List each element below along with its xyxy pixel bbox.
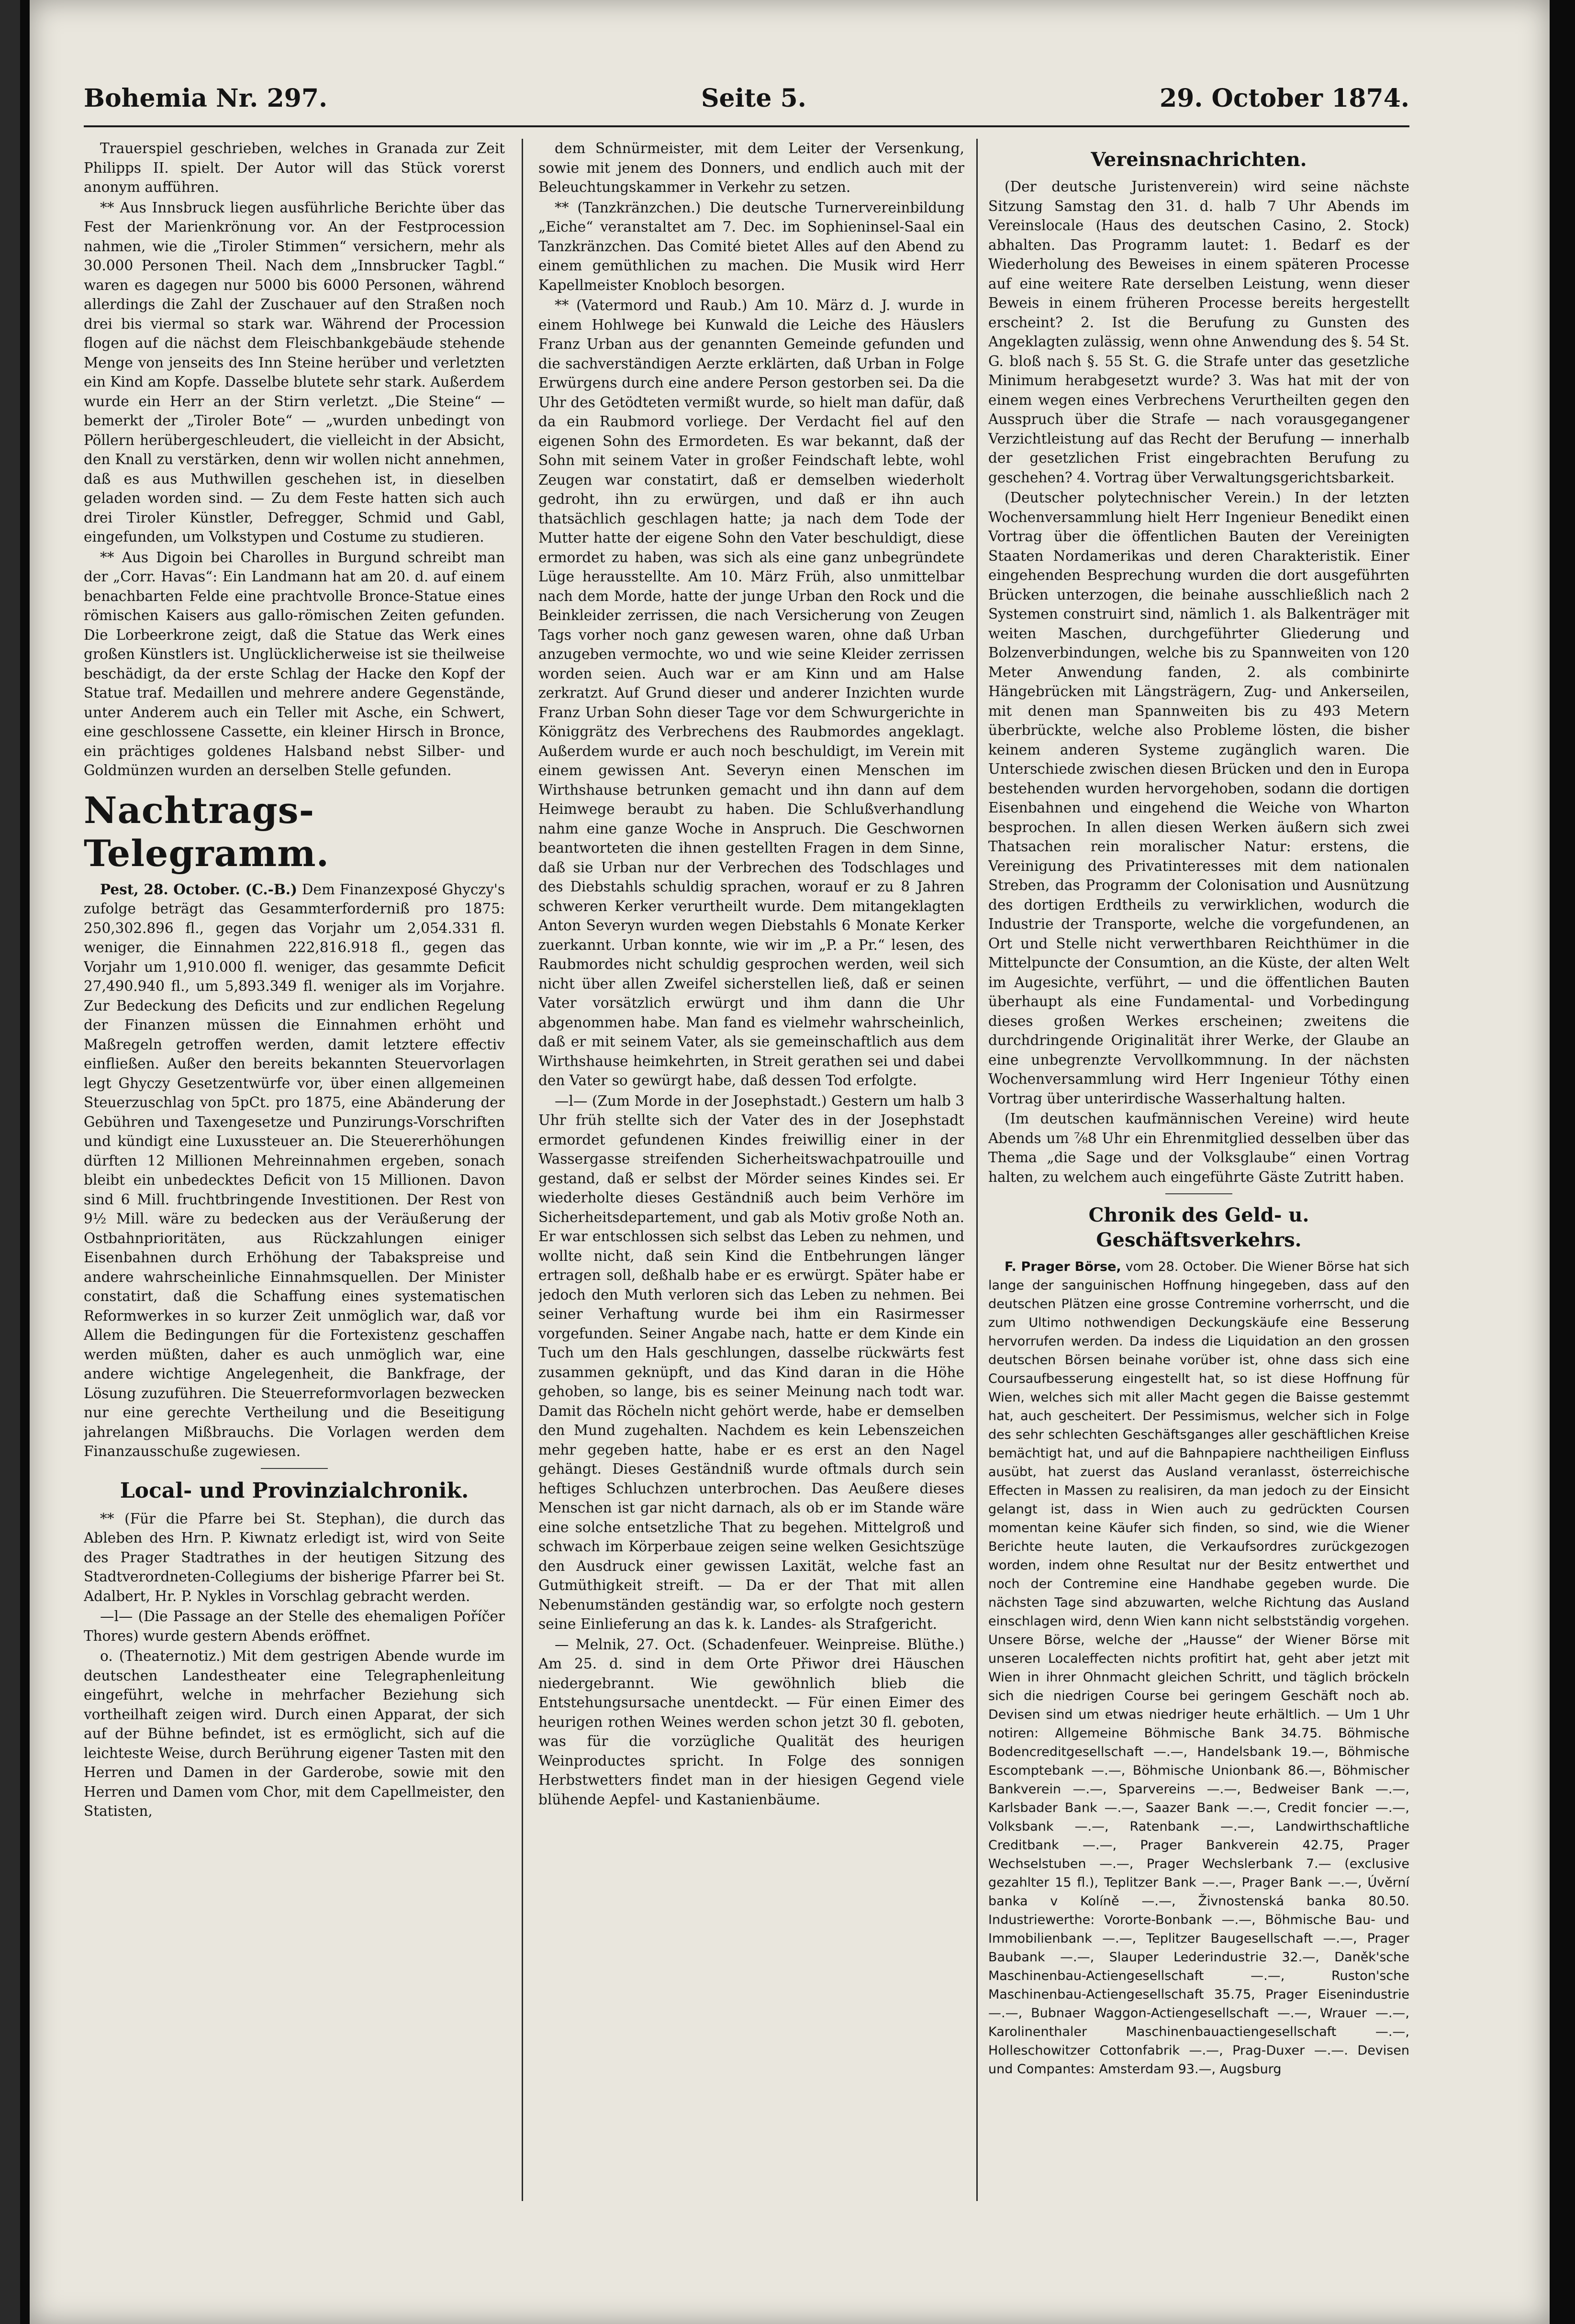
section-separator <box>1165 1193 1232 1194</box>
article-tanzkraenzchen: ** (Tanzkränzchen.) Die deutsche Turnervereinbildung „Eiche“ veranstaltet am 7. Dec. im Sophieninsel-Saal ein Tanzkränzchen. Das Comité bietet Alles auf den Abend zu einem gemüthlichen zu machen. Die Musik wird Herr Kapellmeister Knobloch besorgen. <box>538 199 964 293</box>
article-polytechnischer-verein: (Deutscher polytechnischer Verein.) In der letzten Wochenversammlung hielt Herr Ingenieur Benedikt einen Vortrag über die öffentlichen Bauten der Vereinigten Staaten Nordamerikas und deren Charakteristik. Einer eingehenden Besprechung wurden die dort ausgeführten Brücken unterzogen, die beinahe ausschließlich nach 2 Systemen construirt sind, nämlich 1. als Balkenträger mit weiten Maschen, durchgeführter Gliederung und Bolzenverbindungen, welche bis zu Spannweiten von 120 Meter Anwendung fanden, 2. als combinirte Hängebrücken mit Längsträgern, Zug- und Ankerseilen, mit denen man Spannweiten bis zu 493 Metern überbrückte, welche also Probleme lösten, die bisher keinem anderen Systeme zugänglich waren. Die Unterschiede zwischen diesen Brücken und den in Europa bestehenden wurden hervorgehoben, sodann die dortigen Eisenbahnen und eingehend die Weiche von Wharton besprochen. In allen diesen Werken äußern sich zwei Thatsachen rein moralischer Natur: erstens, die Vereinigung des Privatinteresses mit dem nationalen Streben, das Programm der Colonisation und Ausnützung des dortigen Erdtheils zu verwirklichen, wodurch die Industrie der Transporte, welche die vorgefundenen, an Ort und Stelle nicht verwerthbaren Reichthümer in die Mittelpuncte der Consumtion, an die Küste, der alten Welt im Augesichte, verführt, — und die öffentlichen Bauten überhaupt als eine Fundamental- und Vorbedingung dieses großen Werkes erscheinen; zweitens die durchdringende Originalität ihrer Werke, der Glaube an eine unbegrenzte Vervollkommnung. In der nächsten Wochenversammlung wird Herr Ingenieur Tóthy einen Vortrag über unterirdische Wasserhaltung halten. <box>988 489 1409 1107</box>
article-josephstadt: —l— (Zum Morde in der Josephstadt.) Gestern um halb 3 Uhr früh stellte sich der Vater des in der Josephstadt ermordet gefundenen Kindes freiwillig einer in der Wassergasse streifenden Sicherheitswachpatrouille und gestand, daß er selbst der Mörder seines Kindes sei. Er wiederholte dieses Geständniß auch beim Verhöre im Sicherheitsdepartement, und gab als Motiv große Noth an. Er war entschlossen sich selbst das Leben zu nehmen, und wollte nicht, daß sein Kind die Entbehrungen länger ertragen soll, deßhalb habe er es erwürgt. Später habe er jedoch den Muth verloren sich das Leben zu nehmen. Bei seiner Verhaftung wurde bei ihm ein Rasirmesser vorgefunden. Seiner Angabe nach, hatte er dem Kinde ein Tuch um den Hals geschlungen, dasselbe rückwärts fest zusammen geknüpft, und das Kind daran in die Höhe gehoben, so lange, bis es seiner Meinung nach todt war. Damit das Röcheln nicht gehört werde, habe er demselben den Mund zugehalten. Nachdem es kein Lebenszeichen mehr gegeben hatte, habe er es erst an den Nagel gehängt. Dieses Geständniß wurde oftmals durch sein heftiges Schluchzen unterbrochen. Das Aeußere dieses Menschen ist gar nicht darnach, als ob er im Stande wäre eine solche entsetzliche That zu begehen. Mittelgroß und schwach im Körperbaue zeigen seine welken Gesichtszüge den Ausdruck einer gewissen Laxität, welche fast an Gutmüthigkeit streift. — Da er der That mit allen Nebenumständen geständig war, so erfolgte noch gestern seine Einlieferung an das k. k. Landes- als Strafgericht. <box>538 1092 964 1632</box>
article-theaternotiz: o. (Theaternotiz.) Mit dem gestrigen Abende wurde im deutschen Landestheater eine Telegraphenleitung eingeführt, welche in mehrfacher Beziehung sich vortheilhaft zeigen wird. Durch einen Apparat, der sich auf der Bühne befindet, ist es ermöglicht, sich auf die leichteste Weise, durch Berührung eigener Tasten mit den Herren und Damen in der Garderobe, sowie mit den Herren und Damen vom Chor, mit dem Capellmeister, den Statisten, <box>84 1648 505 1819</box>
telegram-article <box>84 880 505 1461</box>
column-3 <box>988 139 1409 2282</box>
article-prager-boerse <box>988 1257 1409 2079</box>
masthead <box>84 84 1409 122</box>
boerse-dateline: F. Prager Börse, <box>1005 1259 1121 1274</box>
article-pfarre: ** (Für die Pfarre bei St. Stephan), die durch das Ableben des Hrn. P. Kiwnatz erledigt ist, wird von Seite des Prager Stadtrathes in der heutigen Sitzung des Stadtverordneten-Collegiums der bisherige Pfarrer bei St. Adalbert, Hr. P. Nykles in Vorschlag gebracht werden. <box>84 1510 505 1604</box>
article-juristenverein: (Der deutsche Juristenverein) wird seine nächste Sitzung Samstag den 31. d. halb 7 Uhr Abends im Vereinslocale (Haus des deutschen Casino, 2. Stock) abhalten. Das Programm lautet: 1. Bedarf es der Wiederholung des Beweises in einem späteren Processe auf eine weitere Rate derselben Leistung, wenn dieser Beweis in einem früheren Processe bereits hergestellt erscheint? 2. Ist die Berufung zu Gunsten des Angeklagten zulässig, wenn ohne Anwendung des §. 54 St. G. bloß nach §. 55 St. G. die Strafe unter das gesetzliche Minimum herabgesetzt wurde? 3. Was hat mit der von einem wegen eines Verbrechens Verurtheilten gegen den Ausspruch über die Strafe — nach vorausgegangener Verzichtleistung auf das Recht der Berufung — innerhalb der gesetzlichen Frist eingebrachten Berufung zu geschehen? 4. Vortrag über Verwaltungsgerichtsbarkeit. <box>988 178 1409 486</box>
article-passage: —l— (Die Passage an der Stelle des ehemaligen Poříčer Thores) wurde gestern Abends eröffnet. <box>84 1608 505 1644</box>
boerse-text: vom 28. October. Die Wiener Börse hat sich lange der sanguinischen Hoffnung hingegeben, dass auf den deutschen Plätzen eine grosse Contremine vorherrscht, und die zum Ultimo nothwendigen Deckungskäufe eine Besserung hervorrufen werden. Da indess die Liquidation an den grossen deutschen Börsen beinahe vorüber ist, ohne dass sich eine Coursaufbesserung eingestellt hat, so ist diese Hoffnung für Wien, welches sich mit aller Macht gegen die Baisse gestemmt hat, auch gescheitert. Der Pessimismus, welcher sich in Folge des sehr schlechten Geschäftsganges aller geschäftlichen Kreise bemächtigt hat, und auf die Bahnpapiere nachtheiligen Einfluss ausübt, hat zuerst das Ausland veranlasst, österreichische Effecten in Massen zu realisiren, da man jedoch zu der Einsicht gelangt ist, dass in Wien auch zu gedrückten Coursen momentan keine Käufer sich finden, so sind, wie die Wiener Berichte heute lauten, die Verkaufsordres zurückgezogen worden, indem ohne Resultat nur der Besitz entwerthet und noch der Contremine eine Handhabe gegeben wurde. Die nächsten Tage sind abzuwarten, welche Richtung das Ausland einschlagen wird, denn Wien kann nicht selbstständig vorgehen. Unsere Börse, welche der „Hausse“ der Wiener Börse mit unseren Localeffecten nichts profitirt hat, geht aber jetzt mit Wien in ihrer Ohnmacht gleichen Schritt, und täglich bröckeln sich die niedrigen Course bei geringem Geschäft noch ab. Devisen sind um etwas niedriger heute erhältlich. — Um 1 Uhr notiren: Allgemeine Böhmische Bank 34.75. Böhmische Bodencreditgesellschaft —.—, Handelsbank 19.—, Böhmische Escomptebank —.—, Böhmische Unionbank 86.—, Böhmischer Bankverein —.—, Sparvereins —.—, Bedweiser Bank —.—, Karlsbader Bank —.—, Saazer Bank —.—, Credit foncier —.—, Volksbank —.—, Ratenbank —.—, Landwirthschaftliche Creditbank —.—, Prager Bankverein 42.75, Prager Wechselstuben —.—, Prager Wechslerbank 7.— (exclusive gezahlter 15 fl.), Teplitzer Bank —.—, Prager Bank —.—, Úvěrní banka v Kolíně —.—, Živnostenská banka 80.50. Industriewerthe: Vororte-Bonbank —.—, Böhmische Bau- und Immobilienbank —.—, Teplitzer Baugesellschaft —.—, Prager Baubank —.—, Slauper Lederindustrie 32.—, Daněk'sche Maschinenbau-Actiengesellschaft —.—, Ruston'sche Maschinenbau-Actiengesellschaft 35.75, Prager Eisenindustrie —.—, Bubnaer Waggon-Actiengesellschaft —.—, Wrauer —.—, Karolinenthaler Maschinenbauactiengesellschaft —.—, Holleschowitzer Cottonfabrik —.—, Prag-Duxer —.—. Devisen und Compantes: Amsterdam 93.—, Augsburg <box>988 1259 1409 2077</box>
issue-number: Bohemia Nr. 297. <box>84 84 328 113</box>
article-vatermord: ** (Vatermord und Raub.) Am 10. März d. J. wurde in einem Hohlwege bei Kunwald die Leiche des Häuslers Franz Urban aus der genannten Gemeinde gefunden und die sachverständigen Aerzte erklärten, daß Urban in Folge Erwürgens durch eine andere Person gestorben sei. Da die Uhr des Getödteten vermißt wurde, so hielt man dafür, daß da ein Raubmord vorliege. Der Verdacht fiel auf den eigenen Sohn des Ermordeten. Es war bekannt, daß der Sohn mit seinem Vater in großer Feindschaft lebte, wohl Zeugen war constatirt, daß er demselben wiederholt gedroht, ihn zu erwürgen, und daß er ihn auch thatsächlich geschlagen hatte; ja nach dem Tode der Mutter hatte der eigene Sohn den Vater beschuldigt, diese ermordet zu haben, was sich als eine ganz unbegründete Lüge herausstellte. Am 10. März Früh, also unmittelbar nach dem Morde, hatte der junge Urban den Rock und die Beinkleider zerrissen, die nach Versicherung von Zeugen Tags vorher noch ganz gewesen waren, ohne daß Urban anzugeben vermochte, wo und wie seine Kleider zerrissen worden seien. Auch war er am Kinn und am Halse zerkratzt. Auf Grund dieser und anderer Inzichten wurde Franz Urban Sohn dieser Tage vor dem Schwurgerichte in Königgrätz des Verbrechens des Raubmordes angeklagt. Außerdem wurde er auch noch beschuldigt, im Verein mit einem gewissen Ant. Severyn einen Menschen im Wirthshause betrunken gemacht und ihn dann auf dem Heimwege beraubt zu haben. Die Schlußverhandlung nahm eine ganze Woche in Anspruch. Die Geschwornen beantworteten die ihnen gestellten Fragen in dem Sinne, daß sie Urban nur der Verbrechen des Todschlages und des Diebstahls schuldig sprachen, worauf er zu 8 Jahren schweren Kerker verurtheilt wurde. Dem mitangeklagten Anton Severyn wurden wegen Diebstahls 6 Monate Kerker zuerkannt. Urban konnte, wie wir im „P. a Pr.“ lesen, des Raubmordes nicht schuldig gesprochen werden, weil sich nicht über allen Zweifel sicherstellen ließ, daß er seinen Vater vorsätzlich erwürgt und ihm dann die Uhr abgenommen habe. Man fand es vielmehr wahrscheinlich, daß er mit seinem Vater, als sie gemeinschaftlich aus dem Wirthshause heimkehrten, in Streit gerathen sei und dabei den Vater so gewürgt habe, daß dessen Tod erfolgte. <box>538 297 964 1089</box>
column-divider-2 <box>976 139 978 2201</box>
article-digoin: ** Aus Digoin bei Charolles in Burgund schreibt man der „Corr. Havas“: Ein Landmann hat am 20. d. auf einem benachbarten Felde eine prachtvolle Bronce-Statue eines römischen Kaisers aus gallo-römischen Zeiten gefunden. Die Lorbeerkrone zeigt, daß die Statue das Werk eines großen Künstlers ist. Unglücklicherweise ist sie theilweise beschädigt, da der erste Schlag der Hacke den Kopf der Statue traf. Medaillen und mehrere andere Gegenstände, unter Anderem auch ein Teller mit Asche, ein Schwert, eine geschlossene Cassette, ein kleiner Hirsch in Bronce, ein prächtiges goldenes Halsband nebst Silber- und Goldmünzen wurden an derselben Stelle gefunden. <box>84 549 505 778</box>
section-separator <box>261 1468 328 1469</box>
article-kaufmaennischer-verein: (Im deutschen kaufmännischen Vereine) wird heute Abends um ⅞8 Uhr ein Ehrenmitglied desselben über das Thema „die Sage und der Volksglaube“ einen Vortrag halten, zu welchem auch eingeführte Gäste Zutritt haben. <box>988 1111 1409 1185</box>
column-divider-1 <box>522 139 523 2201</box>
vereinsnachrichten-heading: Vereinsnachrichten. <box>1091 148 1307 171</box>
article-theater-continued: dem Schnürmeister, mit dem Leiter der Versenkung, sowie mit jenem des Donners, und endlich auch mit der Beleuchtungskammer in Verkehr zu setzen. <box>538 140 964 195</box>
issue-date: 29. October 1874. <box>1159 84 1409 113</box>
article-melnik: — Melnik, 27. Oct. (Schadenfeuer. Weinpreise. Blüthe.) Am 25. d. sind in dem Orte Přiwor drei Häuschen niedergebrannt. Wie gewöhnlich blieb die Entstehungsursache unentdeckt. — Für einen Eimer des heurigen rothen Weines werden schon jetzt 30 fl. geboten, was für die vorzügliche Qualität des heurigen Weinproductes spricht. In Folge des sonnigen Herbstwetters findet man in der hiesigen Gegend viele blühende Aepfel- und Kastanienbäume. <box>538 1636 964 1808</box>
telegram-heading: Nachtrags-Telegramm. <box>84 789 330 875</box>
masthead-rule <box>84 125 1409 127</box>
article-trauerspiel: Trauerspiel geschrieben, welches in Granada zur Zeit Philipps II. spielt. Der Autor will das Stück vorerst anonym aufführen. <box>84 140 505 195</box>
local-chronicle-heading: Local- und Provinzialchronik. <box>120 1478 469 1503</box>
chronik-heading: Chronik des Geld- u. Geschäftsverkehrs. <box>1088 1204 1309 1251</box>
column-1 <box>84 139 505 2282</box>
scan-dark-edge <box>0 0 20 2324</box>
telegram-text: Dem Finanzexposé Ghyczy's zufolge beträgt das Gesammterforderniß pro 1875: 250,302.896 fl., gegen das Vorjahr um 2,054.331 fl. weniger, die Einnahmen 222,816.918 fl., gegen das Vorjahr um 1,910.000 fl. weniger, das gesammte Deficit 27,490.940 fl., um 5,893.349 fl. weniger als im Vorjahre. Zur Bedeckung des Deficits und zur endlichen Regelung der Finanzen müssen die Einnahmen erhöht und Maßregeln getroffen werden, damit letztere effectiv einfließen. Außer den bereits bekannten Steuervorlagen legt Ghyczy Gesetzentwürfe vor, über einen allgemeinen Steuerzuschlag von 5pCt. pro 1875, eine Abänderung der Gebühren und Taxengesetze und Punzirungs-Vorschriften und kündigt eine Luxussteuer an. Die Steuererhöhungen dürften 12 Millionen Mehreinnahmen ergeben, sonach bleibt ein unbedecktes Deficit von 15 Millionen. Davon sind 6 Mill. fruchtbringende Investitionen. Der Rest von 9½ Mill. wäre zu bedecken aus der Veräußerung der Ostbahnprioritäten, aus Rückzahlungen einiger Eisenbahnen durch Erhöhung der Tabakspreise und andere wahrscheinliche Einnahmsquellen. Der Minister constatirt, daß die Schaffung eines systematischen Reformwerkes in so kurzer Zeit unmöglich war, daß vor Allem die Bedingungen für die Fortexistenz geschaffen werden müßten, daher es auch unmöglich war, eine andere wichtige Angelegenheit, die Bankfrage, der Lösung zuzuführen. Die Steuerreformvorlagen bezwecken nur eine gerechte Vertheilung und die Beseitigung jahrelangen Mißbrauchs. Die Vorlagen werden dem Finanzausschuße zugewiesen. <box>84 881 505 1459</box>
telegram-dateline: Pest, 28. October. (C.-B.) <box>100 880 298 898</box>
column-2 <box>538 139 964 2282</box>
page-number: Seite 5. <box>701 84 806 113</box>
article-innsbruck: ** Aus Innsbruck liegen ausführliche Berichte über das Fest der Marienkrönung vor. An der Festprocession nahmen, wie die „Tiroler Stimmen“ versichern, mehr als 30.000 Personen Theil. Nach dem „Innsbrucker Tagbl.“ waren es dagegen nur 5000 bis 6000 Personen, während allerdings die Zahl der Zuschauer auf den Straßen noch drei bis viermal so stark war. Während der Procession flogen auf die nächst dem Fleischbankgebäude stehende Menge von jenseits des Inn Steine herüber und verletzten ein Kind am Kopfe. Dasselbe blutete sehr stark. Außerdem wurde ein Herr an der Stirn verletzt. „Die Steine“ — bemerkt der „Tiroler Bote“ — „wurden unbedingt von Pöllern herübergeschleudert, die vielleicht in der Absicht, den Knall zu verstärken, denn wir wollen nicht annehmen, daß es aus Muthwillen geschehen ist, in dieselben geladen worden sind. — Zu dem Feste hatten sich auch drei Tiroler Künstler, Defregger, Schmid und Gabl, eingefunden, um Volkstypen und Costume zu studieren. <box>84 199 505 545</box>
